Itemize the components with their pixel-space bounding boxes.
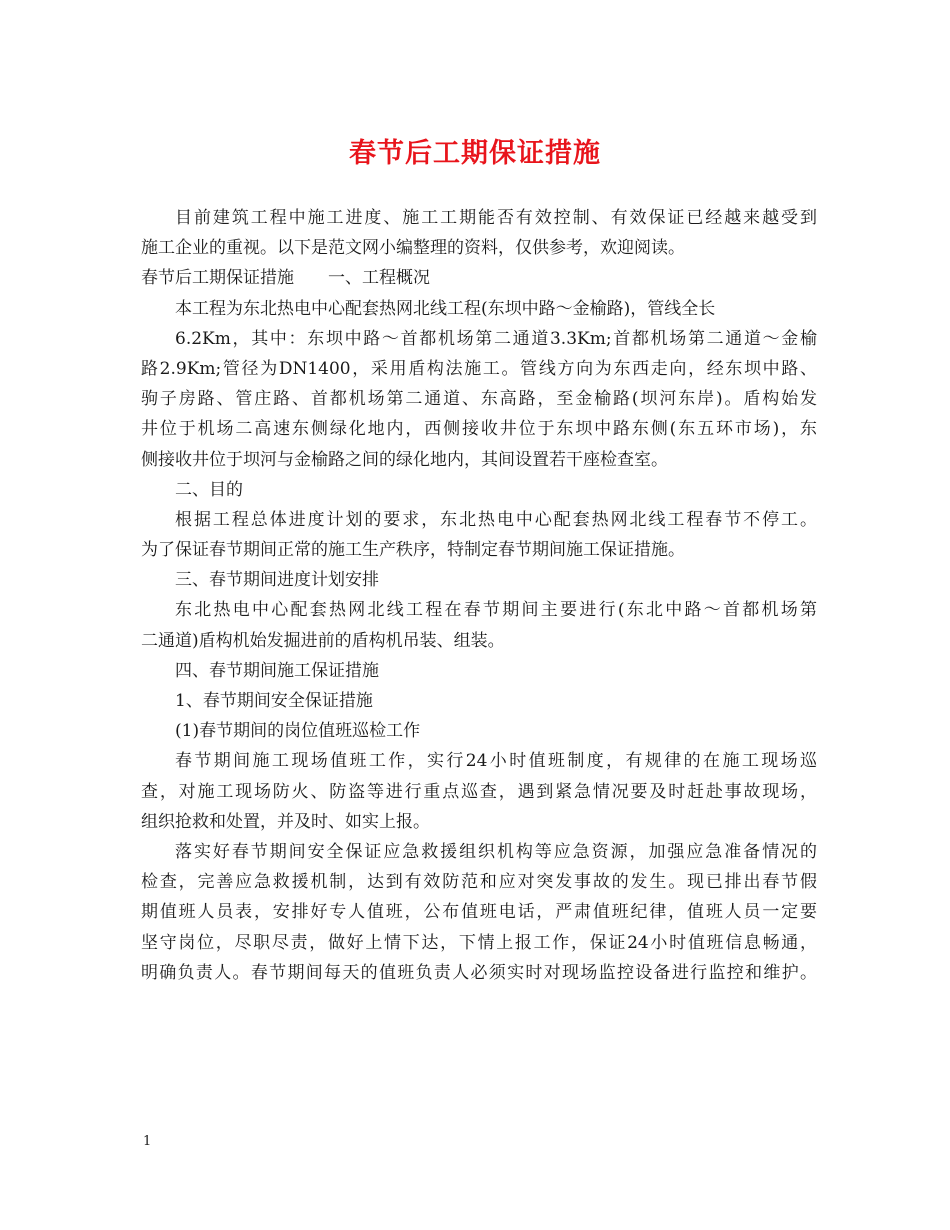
text-line: 东北热电中心配套热网北线工程在春节期间主要进行(东北中路～首都机场第 <box>175 600 817 621</box>
text-line: 期值班人员表，安排好专人值班，公布值班电话，严肃值班纪律，值班人员一定要 <box>141 902 817 923</box>
document-title: 春节后工期保证措施 <box>349 138 601 169</box>
text-line: 春节期间施工现场值班工作，实行24小时值班制度，有规律的在施工现场巡 <box>175 751 817 772</box>
text-line: 二、目的 <box>175 479 243 500</box>
document-body <box>141 203 817 988</box>
text-line: 组织抢救和处置，并及时、如实上报。 <box>141 811 430 832</box>
text-line: 落实好春节期间安全保证应急救援组织机构等应急资源，加强应急准备情况的 <box>175 841 817 862</box>
text-line: 本工程为东北热电中心配套热网北线工程(东坝中路～金榆路)，管线全长 <box>175 298 716 319</box>
text-line: 为了保证春节期间正常的施工生产秩序，特制定春节期间施工保证措施。 <box>141 540 685 561</box>
text-line: (1)春节期间的岗位值班巡检工作 <box>175 721 421 742</box>
text-line: 侧接收井位于坝河与金榆路之间的绿化地内，其间设置若干座检查室。 <box>141 449 668 470</box>
text-line: 驹子房路、管庄路、首都机场第二通道、东高路，至金榆路(坝河东岸)。盾构始发 <box>141 389 817 410</box>
text-line: 二通道)盾构机始发掘进前的盾构机吊装、组装。 <box>141 630 505 651</box>
text-line: 四、春节期间施工保证措施 <box>175 660 379 681</box>
text-line: 三、春节期间进度计划安排 <box>175 570 379 591</box>
text-line: 目前建筑工程中施工进度、施工工期能否有效控制、有效保证已经越来越受到 <box>175 208 817 228</box>
text-line: 井位于机场二高速东侧绿化地内，西侧接收井位于东坝中路东侧(东五环市场)，东 <box>141 419 817 440</box>
text-line: 6.2Km，其中：东坝中路～首都机场第二通道3.3Km;首都机场第二通道～金榆 <box>175 328 817 349</box>
text-line: 1、春节期间安全保证措施 <box>175 691 373 711</box>
text-line: 查，对施工现场防火、防盗等进行重点巡查，遇到紧急情况要及时赶赴事故现场， <box>141 781 817 802</box>
page-number: 1 <box>143 1134 152 1149</box>
text-line: 检查，完善应急救援机制，达到有效防范和应对突发事故的发生。现已排出春节假 <box>141 872 817 893</box>
text-line: 春节后工期保证措施 一、工程概况 <box>141 268 430 289</box>
text-line: 路2.9Km;管径为DN1400，采用盾构法施工。管线方向为东西走向，经东坝中路、 <box>141 358 817 379</box>
text-line: 明确负责人。春节期间每天的值班负责人必须实时对现场监控设备进行监控和维护。 <box>141 962 817 983</box>
text-line: 施工企业的重视。以下是范文网小编整理的资料，仅供参考，欢迎阅读。 <box>141 238 685 259</box>
text-line: 根据工程总体进度计划的要求，东北热电中心配套热网北线工程春节不停工。 <box>175 509 817 530</box>
text-line: 坚守岗位，尽职尽责，做好上情下达，下情上报工作，保证24小时值班信息畅通， <box>141 932 817 953</box>
